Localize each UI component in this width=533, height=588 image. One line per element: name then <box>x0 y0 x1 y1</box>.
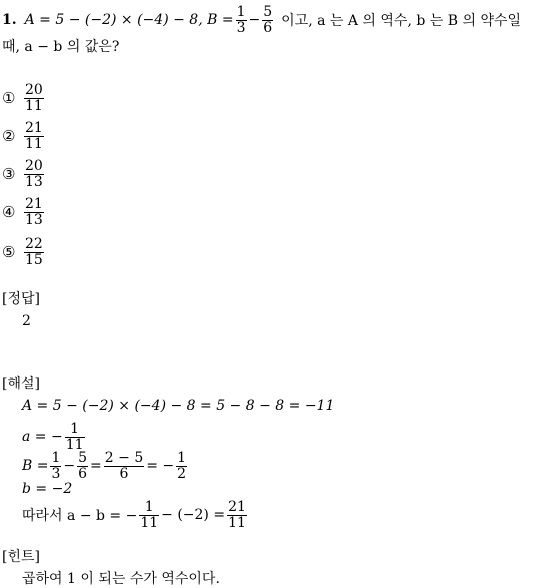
solution-fraction-2-5-over-6: $\frac{2 - 5}{6}$ <box>104 449 144 482</box>
solution-label: [해설] <box>2 376 40 392</box>
choice-2-marker: ② <box>2 127 16 145</box>
choice-4-fraction: $\frac{21}{13}$ <box>25 195 43 228</box>
answer-label: [정답] <box>2 291 40 307</box>
question-line-2: 때, a − b 의 값은? <box>2 39 120 55</box>
solution-fraction-5-6: $\frac{5}{6}$ <box>78 449 88 482</box>
choice-3[interactable] <box>2 156 46 192</box>
choice-5-fraction: $\frac{22}{15}$ <box>25 235 43 268</box>
solution-fraction-21-11: $\frac{21}{11}$ <box>228 498 246 531</box>
choice-3-fraction: $\frac{20}{13}$ <box>25 157 43 190</box>
solution-line-4: b = −2 <box>22 481 73 497</box>
choice-1-fraction: $\frac{20}{11}$ <box>25 81 43 114</box>
question-minus: − <box>248 12 261 28</box>
solution-line-1: A = 5 − (−2) × (−4) − 8 = 5 − 8 − 8 = −11 <box>22 398 335 414</box>
choice-3-marker: ③ <box>2 165 16 183</box>
choice-5-marker: ⑤ <box>2 243 16 261</box>
solution-line-2: a = − $\frac{1}{11}$ <box>22 420 84 453</box>
answer-value: 2 <box>22 313 31 329</box>
solution-fraction-1-2: $\frac{1}{2}$ <box>177 449 187 482</box>
choice-4[interactable] <box>2 194 46 230</box>
choice-4-marker: ④ <box>2 203 16 221</box>
solution-line-3: B = $\frac{1}{3}$ − $\frac{5}{6}$ = $\frac{2 - 5}{6}$ = − $\frac{1}{2}$ <box>22 449 187 482</box>
choice-2-fraction: $\frac{21}{11}$ <box>25 119 43 152</box>
solution-line-5: 따라서 a − b = − $\frac{1}{11}$ − (−2) = $\frac{21}{11}$ <box>22 498 246 531</box>
solution-fraction-1-3: $\frac{1}{3}$ <box>51 449 61 482</box>
question-fraction-1-3: $\frac{1}{3}$ <box>236 3 246 36</box>
hint-text: 곱하여 1 이 되는 수가 역수이다. <box>22 571 220 587</box>
question-text-suffix: 이고, a 는 A 의 역수, b 는 B 의 약수일 <box>281 13 522 29</box>
question-line-1 <box>2 4 521 36</box>
choice-2[interactable] <box>2 118 46 154</box>
choice-1[interactable] <box>2 80 46 116</box>
solution-fraction-1-11: $\frac{1}{11}$ <box>65 420 84 453</box>
solution-fraction-1-11-b: $\frac{1}{11}$ <box>140 498 159 531</box>
choice-5[interactable] <box>2 234 46 270</box>
choice-1-marker: ① <box>2 89 16 107</box>
hint-label: [힌트] <box>2 549 40 565</box>
question-math-prefix: A = 5 − (−2) × (−4) − 8, B = <box>24 12 234 28</box>
question-number: 1. <box>2 12 17 28</box>
question-fraction-5-6: $\frac{5}{6}$ <box>263 3 273 36</box>
